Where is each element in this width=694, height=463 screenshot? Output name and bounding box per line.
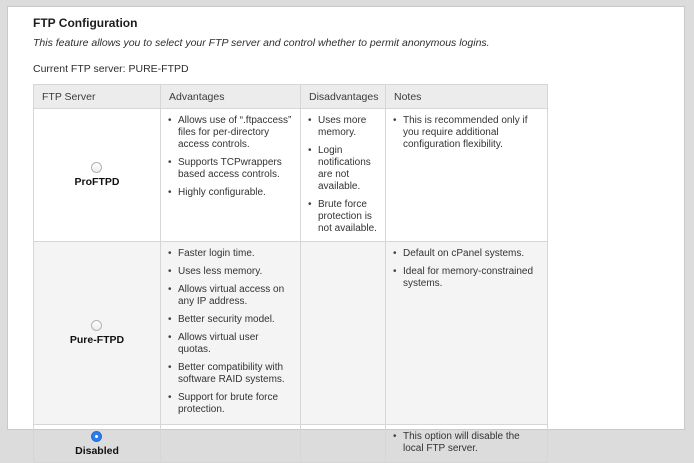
advantage-item: • Allows virtual access on any IP address. [167, 284, 294, 308]
server-option-pure-ftpd [70, 320, 124, 346]
disadvantages-cell-pure-ftpd [301, 242, 386, 425]
table-row-proftpd [34, 109, 548, 242]
column-header-notes: Notes [386, 85, 548, 109]
notes-list [392, 248, 541, 290]
note-item: • Ideal for memory-constrained systems. [392, 266, 541, 290]
server-cell-pure-ftpd [34, 242, 161, 425]
advantage-item: • Faster login time. [167, 248, 294, 260]
radio-pure-ftpd[interactable] [91, 320, 102, 331]
column-header-ftp-server: FTP Server [34, 85, 161, 109]
advantage-item: • Uses less memory. [167, 266, 294, 278]
server-cell-disabled [34, 425, 161, 463]
advantage-item: • Better security model. [167, 314, 294, 326]
ftp-configuration-panel [7, 6, 685, 457]
current-ftp-server-value: PURE-FTPD [128, 63, 189, 75]
advantage-item: • Support for brute force protection. [167, 392, 294, 416]
note-item: • Default on cPanel systems. [392, 248, 541, 260]
radio-disabled[interactable] [91, 431, 102, 442]
current-ftp-server-line [33, 63, 684, 75]
server-label-pure-ftpd: Pure-FTPD [69, 334, 125, 346]
page-description: This feature allows you to select your FTP server and control whether to permit anonymous logins. [33, 37, 490, 49]
column-header-advantages: Advantages [161, 85, 301, 109]
note-item: • This option will disable the local FTP server. [392, 431, 541, 455]
server-cell-proftpd [34, 109, 161, 242]
disadvantage-item: • Login notifications are not available. [307, 145, 379, 193]
table-row-disabled [34, 425, 548, 463]
notes-cell-proftpd [386, 109, 548, 242]
server-option-disabled [75, 431, 119, 457]
notes-list [392, 431, 541, 455]
note-item: • This is recommended only if you require additional configuration flexibility. [392, 115, 541, 151]
advantages-list [167, 248, 294, 416]
table-header-row [34, 85, 548, 109]
advantages-cell-disabled [161, 425, 301, 463]
notes-cell-disabled [386, 425, 548, 463]
current-ftp-server-label: Current FTP server: [33, 63, 126, 75]
advantages-list [167, 115, 294, 199]
notes-cell-pure-ftpd [386, 242, 548, 425]
server-option-proftpd [75, 162, 120, 188]
disadvantages-cell-proftpd [301, 109, 386, 242]
disadvantage-item: • Brute force protection is not available. [307, 199, 379, 235]
table-row-pure-ftpd [34, 242, 548, 425]
advantages-cell-proftpd [161, 109, 301, 242]
advantage-item: • Better compatibility with software RAID systems. [167, 362, 294, 386]
page-title: FTP Configuration [33, 16, 138, 30]
advantage-item: • Allows use of “.ftpaccess” files for per-directory access controls. [167, 115, 294, 151]
disadvantage-item: • Uses more memory. [307, 115, 379, 139]
disadvantages-list [307, 115, 379, 235]
ftp-server-comparison-table [33, 84, 548, 463]
advantage-item: • Allows virtual user quotas. [167, 332, 294, 356]
server-label-disabled: Disabled [75, 444, 119, 457]
advantage-item: • Highly configurable. [167, 187, 294, 199]
advantage-item: • Supports TCPwrappers based access controls. [167, 157, 294, 181]
server-label-proftpd: ProFTPD [74, 176, 120, 188]
radio-proftpd[interactable] [91, 162, 102, 173]
disadvantages-cell-disabled [301, 425, 386, 463]
column-header-disadvantages: Disadvantages [301, 85, 386, 109]
advantages-cell-pure-ftpd [161, 242, 301, 425]
notes-list [392, 115, 541, 151]
